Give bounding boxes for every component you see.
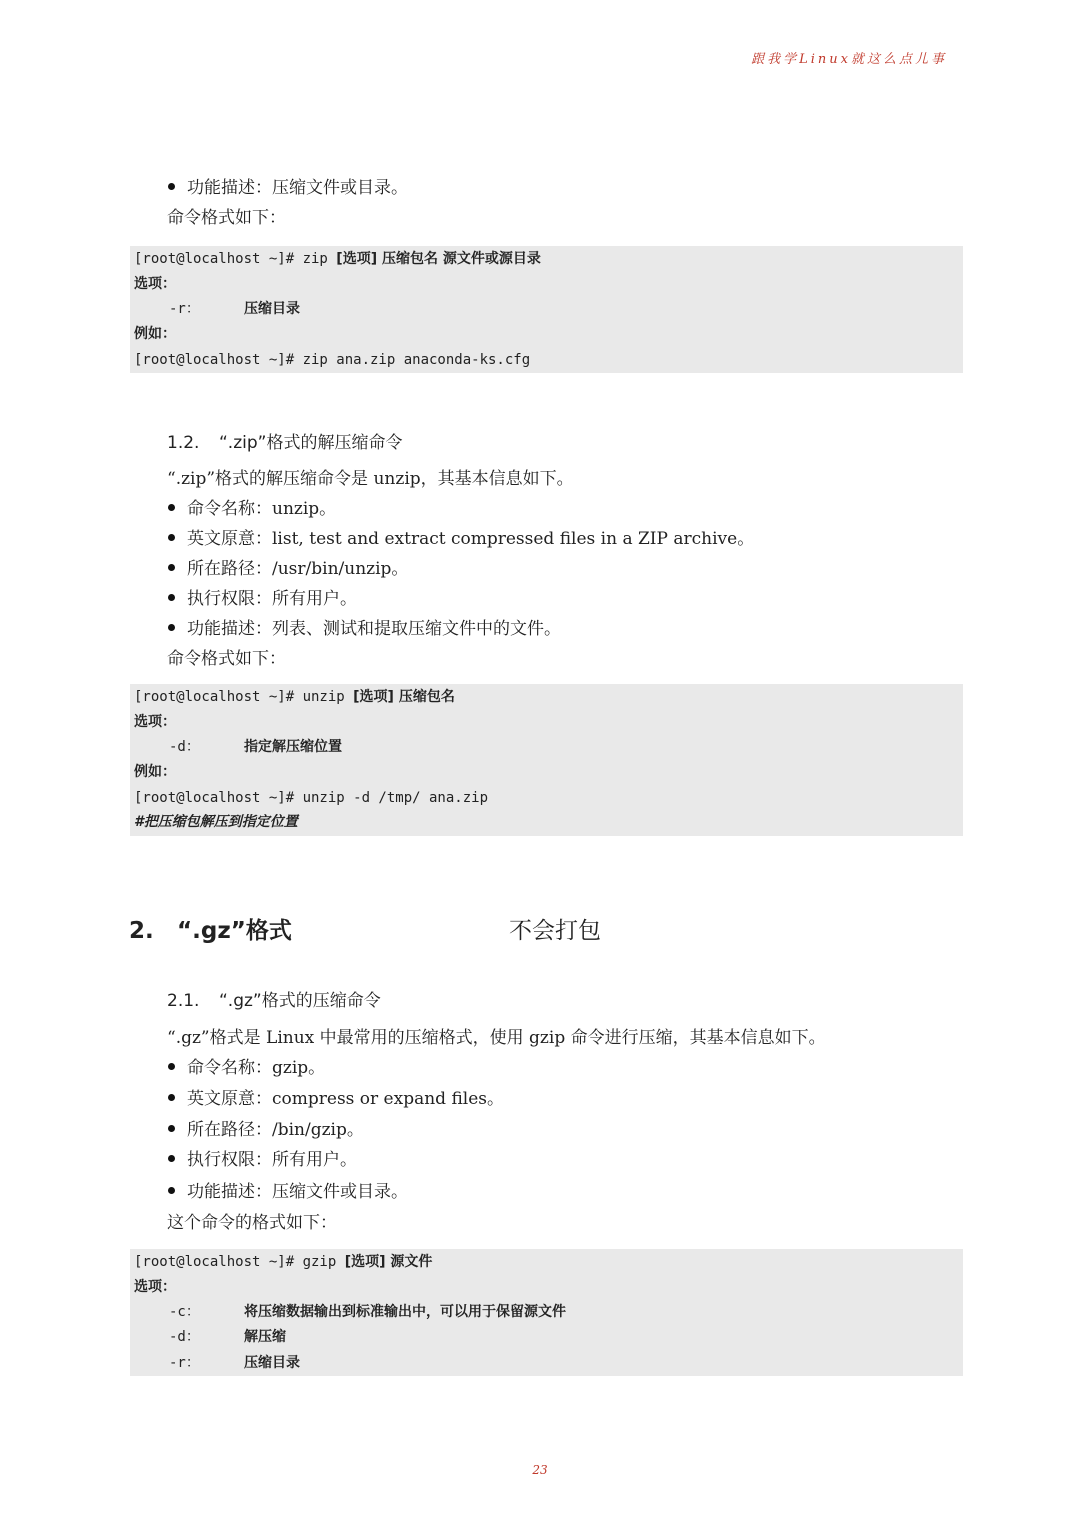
bullet-dot-icon [168,1063,175,1070]
bullet-dot-icon [168,504,175,511]
section-heading-2-1 [167,990,381,1012]
bullet-text: 英文原意：compress or expand files。 [187,1089,505,1109]
section-title: “.gz”格式的压缩命令 [219,991,381,1011]
bullet-item [168,558,408,580]
code-line: 例如： [134,764,176,780]
bullet-dot-icon [168,624,175,631]
bullet-dot-icon [168,1125,175,1132]
code-line [134,250,541,268]
bullet-item [168,1057,325,1079]
bullet-dot-icon [168,1155,175,1162]
bullet-text: 功能描述：列表、测试和提取压缩文件中的文件。 [187,619,561,639]
code-line: [root@localhost ~]# zip ana.zip anaconda-ks.cfg [134,352,531,368]
bullet-text: 功能描述：压缩文件或目录。 [187,1182,408,1202]
code-line [134,300,300,318]
bullet-dot-icon [168,183,175,190]
chapter-heading-2 [129,914,292,948]
bullet-text: 所在路径：/usr/bin/unzip。 [187,559,409,579]
bullet-item [168,528,754,550]
chapter-side-note: 不会打包 [509,918,601,944]
code-line [134,688,455,706]
paragraph: “.gz”格式是 Linux 中最常用的压缩格式，使用 gzip 命令进行压缩，其基本信息如下。 [167,1028,826,1048]
bullet-text: 所在路径：/bin/gzip。 [187,1120,364,1140]
running-header: 跟我学Linux就这么点儿事 [751,52,947,67]
bullet-item [168,618,561,640]
bullet-item [168,1181,408,1203]
code-block-unzip [130,684,963,836]
bullet-text: 执行权限：所有用户。 [187,589,357,609]
code-command: [root@localhost ~]# gzip [134,1254,345,1270]
code-option: -d： [169,739,200,755]
code-block-zip [130,246,963,373]
chapter-title: “.gz”格式 [177,918,292,944]
bullet-dot-icon [168,1094,175,1101]
bullet-text: 命令名称：gzip。 [187,1058,326,1078]
bullet-text: 命令名称：unzip。 [187,499,337,519]
bullet-item [168,1119,364,1141]
section-number: 2.1. [167,991,200,1011]
code-args: [选项] 源文件 [344,1254,433,1270]
code-option-desc: 解压缩 [244,1329,286,1345]
code-command: [root@localhost ~]# unzip [134,689,354,705]
code-option-desc: 指定解压缩位置 [244,739,342,755]
bullet-dot-icon [168,564,175,571]
code-line [134,738,342,756]
section-heading-1-2 [167,432,402,454]
bullet-item [168,588,357,610]
code-args: [选项] 压缩包名 [353,689,455,705]
code-line: [root@localhost ~]# unzip -d /tmp/ ana.zip [134,790,489,806]
format-intro: 命令格式如下： [167,208,286,228]
bullet-item [168,1088,504,1110]
code-comment: #把压缩包解压到指定位置 [134,814,298,830]
code-line: 选项： [134,1279,176,1295]
bullet-item [168,177,408,199]
code-line: 选项： [134,276,176,292]
bullet-text: 执行权限：所有用户。 [187,1150,357,1170]
code-option-desc: 压缩目录 [244,1355,300,1371]
code-line [134,1354,300,1372]
bullet-dot-icon [168,534,175,541]
paragraph: “.zip”格式的解压缩命令是 unzip，其基本信息如下。 [167,469,574,489]
code-line: 例如： [134,326,176,342]
code-option-desc: 压缩目录 [244,301,300,317]
code-line [134,1253,432,1271]
code-block-gzip [130,1249,963,1376]
bullet-item [168,1149,357,1171]
section-title: “.zip”格式的解压缩命令 [219,433,403,453]
code-option: -r： [169,301,200,317]
code-line: 选项： [134,714,176,730]
code-args: [选项] 压缩包名 源文件或源目录 [336,251,541,267]
page-number: 23 [532,1463,548,1477]
bullet-text: 功能描述：压缩文件或目录。 [187,178,408,198]
format-intro: 命令格式如下： [167,649,286,669]
code-option: -d： [169,1329,200,1345]
bullet-dot-icon [168,1187,175,1194]
code-option-desc: 将压缩数据输出到标准输出中，可以用于保留源文件 [244,1304,566,1320]
bullet-dot-icon [168,594,175,601]
section-number: 1.2. [167,433,200,453]
bullet-text: 英文原意：list, test and extract compressed files in a ZIP archive。 [187,529,755,549]
bullet-item [168,498,336,520]
code-line [134,1328,286,1346]
chapter-number: 2. [129,918,154,944]
code-line [134,1303,566,1321]
code-option: -r： [169,1355,200,1371]
format-intro: 这个命令的格式如下： [167,1213,337,1233]
code-command: [root@localhost ~]# zip [134,251,337,267]
code-option: -c： [169,1304,200,1320]
